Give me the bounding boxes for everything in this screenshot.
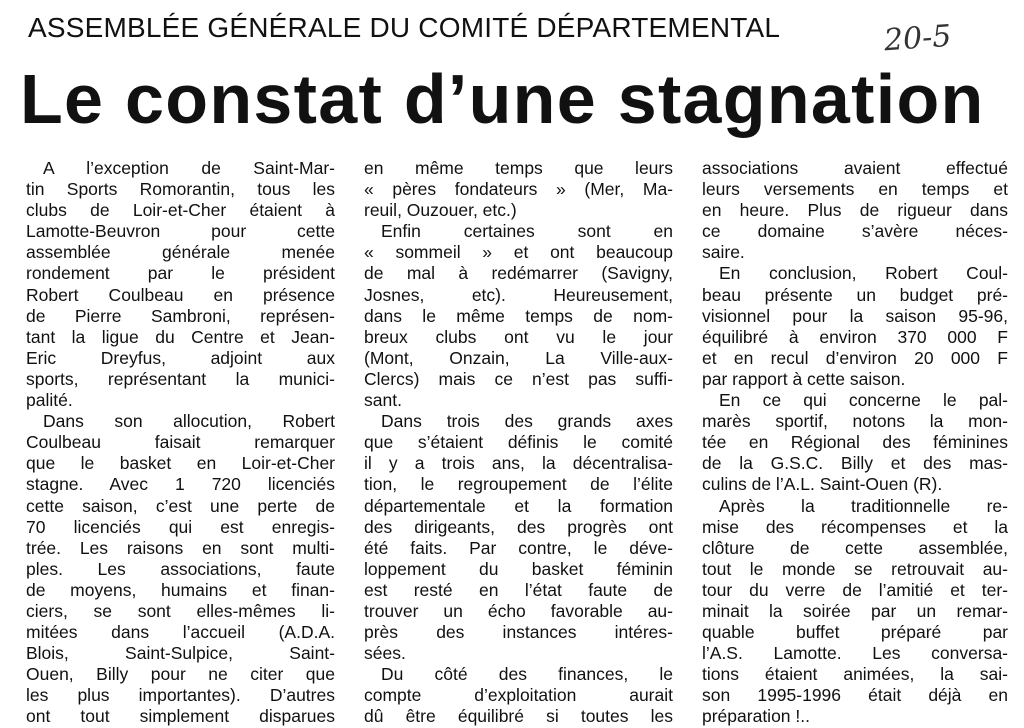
article-line: mitées dans l’accueil (A.D.A. bbox=[26, 622, 335, 643]
article-line: de moyens, humains et finan- bbox=[26, 579, 335, 600]
article-line: En conclusion, Robert Coul- bbox=[719, 263, 1008, 284]
article-line: équilibré à environ 370 000 F bbox=[702, 326, 1008, 347]
article-line: que le basket en Loir-et-Cher bbox=[26, 453, 335, 474]
article-line: ce domaine s’avère néces- bbox=[702, 221, 1008, 242]
article-line: Lamotte-Beuvron pour cette bbox=[26, 221, 335, 242]
article-line: Coulbeau faisait remarquer bbox=[26, 432, 335, 453]
article-line: palité. bbox=[26, 390, 73, 411]
article-line: saire. bbox=[702, 242, 745, 263]
article-line: compte d’exploitation aurait bbox=[364, 685, 673, 706]
article-line: par rapport à cette saison. bbox=[702, 368, 906, 389]
article-line: tant la ligue du Centre et Jean- bbox=[26, 326, 335, 347]
article-line: Clercs) mais ce n’est pas suffi- bbox=[364, 368, 673, 389]
article-line: minait la soirée par un remar- bbox=[702, 600, 1008, 621]
article-line: sant. bbox=[364, 390, 402, 411]
article-line: est resté en l’état faute de bbox=[364, 579, 673, 600]
article-kicker: ASSEMBLÉE GÉNÉRALE DU COMITÉ DÉPARTEMENTAL bbox=[28, 12, 781, 43]
handwritten-date-note: 20-5 bbox=[882, 18, 953, 59]
article-line: ples. Les associations, faute bbox=[26, 558, 335, 579]
article-line: il y a trois ans, la décentralisa- bbox=[364, 453, 673, 474]
article-line: stagne. Avec 1 720 licenciés bbox=[26, 474, 335, 495]
article-line: reuil, Ouzouer, etc.) bbox=[364, 200, 517, 221]
article-line: tée en Régional des féminines bbox=[702, 432, 1008, 453]
article-line: A l’exception de Saint-Mar- bbox=[43, 158, 335, 178]
article-headline: Le constat d’une stagnation bbox=[20, 60, 985, 138]
article-line: de Pierre Sambroni, représen- bbox=[26, 305, 335, 326]
article-line: ciers, se sont elles-mêmes li- bbox=[26, 600, 335, 621]
article-line: Ouen, Billy pour ne citer que bbox=[26, 664, 335, 685]
article-line: départementale et la formation bbox=[364, 495, 673, 516]
article-line: Josnes, etc). Heureusement, bbox=[364, 284, 673, 305]
article-column-2 bbox=[364, 158, 673, 728]
article-line: sports, représentant la munici- bbox=[26, 368, 335, 389]
article-line: visionnel pour la saison 95-96, bbox=[702, 305, 1008, 326]
article-line: en même temps que leurs bbox=[364, 158, 673, 178]
article-line: beau présente un budget pré- bbox=[702, 284, 1008, 305]
article-line: tion, le regroupement de l’élite bbox=[364, 474, 673, 495]
article-line: les plus importantes). D’autres bbox=[26, 685, 335, 706]
article-line: tin Sports Romorantin, tous les bbox=[26, 179, 335, 200]
article-line: sées. bbox=[364, 643, 406, 664]
article-line: et en recul d’environ 20 000 F bbox=[702, 347, 1008, 368]
article-line: culins de l’A.L. Saint-Ouen (R). bbox=[702, 474, 943, 495]
article-line: rondement par le président bbox=[26, 263, 335, 284]
article-line: clôture de cette assemblée, bbox=[702, 537, 1008, 558]
article-line: Eric Dreyfus, adjoint aux bbox=[26, 347, 335, 368]
article-line: En ce qui concerne le pal- bbox=[719, 390, 1008, 411]
article-line: tour du verre de l’amitié et ter- bbox=[702, 579, 1008, 600]
article-line: Dans son allocution, Robert bbox=[43, 411, 335, 432]
article-line: « sommeil » et ont beaucoup bbox=[364, 242, 673, 263]
article-line: breux clubs ont vu le jour bbox=[364, 326, 673, 347]
article-line: préparation !.. bbox=[702, 706, 810, 727]
article-line: cette saison, c’est une perte de bbox=[26, 495, 335, 516]
article-line: l’A.S. Lamotte. Les conversa- bbox=[702, 643, 1008, 664]
article-line: tout le monde se retrouvait au- bbox=[702, 558, 1008, 579]
article-line: été faits. Par contre, le déve- bbox=[364, 537, 673, 558]
article-line: dans le même temps de nom- bbox=[364, 305, 673, 326]
article-line: quable buffet préparé par bbox=[702, 622, 1008, 643]
article-line: dû être équilibré si toutes les bbox=[364, 706, 673, 727]
article-line: mise des récompenses et la bbox=[702, 516, 1008, 537]
article-line: que s’étaient définis le comité bbox=[364, 432, 673, 453]
article-line: assemblée générale menée bbox=[26, 242, 335, 263]
article-line: loppement du basket féminin bbox=[364, 558, 673, 579]
article-line: des dirigeants, des progrès ont bbox=[364, 516, 673, 537]
article-line: Après la traditionnelle re- bbox=[719, 495, 1008, 516]
article-line: son 1995-1996 était déjà en bbox=[702, 685, 1008, 706]
article-line: trouver un écho favorable au- bbox=[364, 600, 673, 621]
article-line: clubs de Loir-et-Cher étaient à bbox=[26, 200, 335, 221]
article-line: Blois, Saint-Sulpice, Saint- bbox=[26, 643, 335, 664]
article-line: 70 licenciés qui est enregis- bbox=[26, 516, 335, 537]
article-line: leurs versements en temps et bbox=[702, 179, 1008, 200]
article-line: de la G.S.C. Billy et des mas- bbox=[702, 453, 1008, 474]
article-line: de mal à redémarrer (Savigny, bbox=[364, 263, 673, 284]
article-line: Enfin certaines sont en bbox=[381, 221, 673, 242]
article-line: « pères fondateurs » (Mer, Ma- bbox=[364, 179, 673, 200]
article-line: trée. Les raisons en sont multi- bbox=[26, 537, 335, 558]
article-line: associations avaient effectué bbox=[702, 158, 1008, 178]
article-column-3 bbox=[702, 158, 1008, 728]
article-line: Dans trois des grands axes bbox=[381, 411, 673, 432]
article-line: près des instances intéres- bbox=[364, 622, 673, 643]
article-line: Du côté des finances, le bbox=[381, 664, 673, 685]
article-column-1 bbox=[26, 158, 335, 728]
article-line: (Mont, Onzain, La Ville-aux- bbox=[364, 347, 673, 368]
article-line: ont tout simplement disparues bbox=[26, 706, 335, 727]
article-line: marès sportif, notons la mon- bbox=[702, 411, 1008, 432]
article-line: Robert Coulbeau en présence bbox=[26, 284, 335, 305]
article-line: en heure. Plus de rigueur dans bbox=[702, 200, 1008, 221]
article-line: tions étaient animées, la sai- bbox=[702, 664, 1008, 685]
